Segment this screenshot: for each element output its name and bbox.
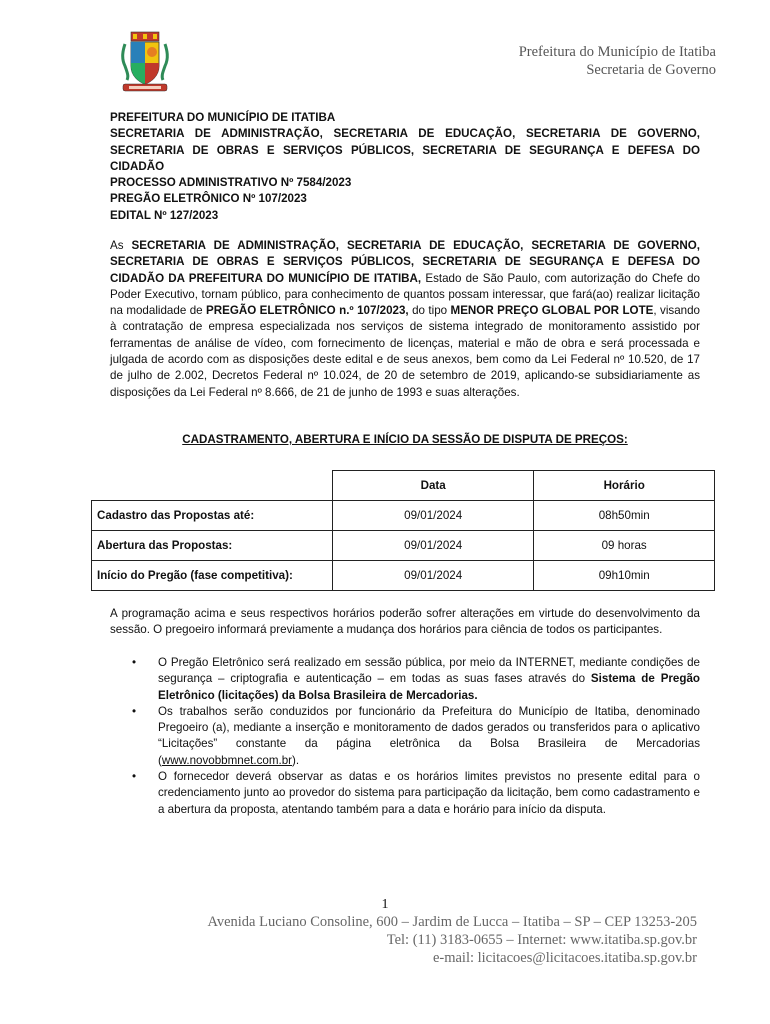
row-date: 09/01/2024 (333, 501, 534, 531)
intro-paragraph (110, 238, 700, 401)
row-time: 09 horas (534, 531, 715, 561)
page-header (519, 43, 716, 79)
page-footer (207, 913, 697, 967)
bullet-text: ). (292, 753, 300, 767)
table-blank-cell (92, 471, 333, 501)
intro-bold: SECRETARIA DE ADMINISTRAÇÃO, SECRETARIA DE EDUCAÇÃO, SECRETARIA DE GOVERNO, SECRETARIA DE OBRAS E SERVIÇOS PÚBLICOS, SECRETARIA DE SEGURANÇA E DEFESA DO CIDADÃO DA PREFEITURA DO MUNICÍPIO DE ITATIBA, (110, 239, 700, 285)
bullet-text: O Pregão Eletrônico será realizado em sessão pública, por meio da INTERNET, mediante condições de segurança – criptografia e autenticação – em todas as suas fases através do (158, 656, 700, 686)
title-line: PROCESSO ADMINISTRATIVO Nº 7584/2023 (110, 176, 352, 190)
row-date: 09/01/2024 (333, 531, 534, 561)
page-number: 1 (381, 897, 389, 912)
bullet-text: Os trabalhos serão conduzidos por funcionário da Prefeitura do Município de Itatiba, denominado Pregoeiro (a), mediante a inserção e monitoramento de dados gerados ou transferidos para o aplicativo “Licitações” constante da página eletrônica da Bolsa Brasileira de Mercadorias ( (158, 704, 700, 767)
title-line: PREGÃO ELETRÔNICO Nº 107/2023 (110, 192, 307, 206)
intro-text: do tipo (408, 304, 451, 318)
footer-address: Avenida Luciano Consoline, 600 – Jardim de Lucca – Itatiba – SP – CEP 13253-205 (207, 914, 697, 930)
section-title: CADASTRAMENTO, ABERTURA E INÍCIO DA SESSÃO DE DISPUTA DE PREÇOS: (182, 433, 628, 446)
row-date: 09/01/2024 (333, 561, 534, 591)
title-line: EDITAL Nº 127/2023 (110, 208, 219, 222)
title-line: SECRETARIA DE ADMINISTRAÇÃO, SECRETARIA DE EDUCAÇÃO, SECRETARIA DE GOVERNO, SECRETARIA DE OBRAS E SERVIÇOS PÚBLICOS, SECRETARIA DE SEGURANÇA E DEFESA DO CIDADÃO (110, 127, 700, 173)
header-secretariat: Secretaria de Governo (586, 62, 716, 78)
row-label: Abertura das Propostas: (92, 531, 333, 561)
document-titles (110, 110, 700, 224)
list-item (110, 655, 700, 704)
bullet-list (110, 655, 700, 818)
bbm-link[interactable]: www.novobbmnet.com.br (161, 753, 293, 767)
intro-bold: MENOR PREÇO GLOBAL POR LOTE (450, 304, 654, 318)
column-header-date: Data (333, 471, 534, 501)
title-line: PREFEITURA DO MUNICÍPIO DE ITATIBA (110, 111, 336, 124)
footer-email: e-mail: licitacoes@licitacoes.itatiba.sp.gov.br (432, 950, 697, 966)
header-municipality: Prefeitura do Município de Itatiba (518, 44, 716, 60)
row-label: Início do Pregão (fase competitiva): (92, 561, 333, 591)
list-item (110, 769, 700, 818)
table-row (92, 501, 715, 531)
row-time: 09h10min (534, 561, 715, 591)
row-time: 08h50min (534, 501, 715, 531)
bullet-icon: • (132, 770, 137, 784)
intro-text: As (110, 239, 132, 252)
coat-of-arms-logo (117, 30, 173, 96)
bullet-icon: • (132, 704, 137, 718)
intro-bold: PREGÃO ELETRÔNICO n.º 107/2023, (206, 304, 409, 318)
bullet-bold: Sistema de Pregão Eletrônico (licitações) da Bolsa Brasileira de Mercadorias. (158, 672, 700, 702)
list-item (110, 704, 700, 769)
schedule-table (91, 470, 715, 591)
schedule-note: A programação acima e seus respectivos horários poderão sofrer alterações em virtude do desenvolvimento da sessão. O pregoeiro informará previamente a mudança dos horários para ciência de todos os participantes. (110, 607, 700, 637)
row-label: Cadastro das Propostas até: (92, 501, 333, 531)
bullet-icon: • (132, 656, 137, 669)
footer-phone: Tel: (11) 3183-0655 – Internet: www.itatiba.sp.gov.br (386, 932, 697, 948)
table-row (92, 561, 715, 591)
intro-text: Estado de São Paulo, com autorização do Chefe do Poder Executivo, tornam público, para conhecimento de quantos possam interessar, que fará(ao) realizar licitação na modalidade de (110, 271, 700, 318)
intro-text: , visando à contratação de empresa especializada nos serviços de sistema integrado de monitoramento assistido por ferramentas de análise de vídeo, com fornecimento de licenças, material e mão de obra e será processada e julgada de acordo com as disposições deste edital e de seus anexos, bem como da Lei Federal nº 10.520, de 17 de julho de 2.002, Decretos Federal nº 10.024, de 20 de setembro de 2019, aplicando-se subsidiariamente as disposições da Lei Federal nº 8.666, de 21 de junho de 1993 e suas alterações. (110, 304, 700, 399)
table-row (92, 531, 715, 561)
column-header-time: Horário (534, 471, 715, 501)
bullet-text: O fornecedor deverá observar as datas e os horários limites previstos no presente edital para o credenciamento junto ao provedor do sistema para participação da licitação, bem como cadastramento e a abertura da proposta, atentando também para a data e horário para início da disputa. (158, 770, 700, 816)
table-header-row (92, 471, 715, 501)
